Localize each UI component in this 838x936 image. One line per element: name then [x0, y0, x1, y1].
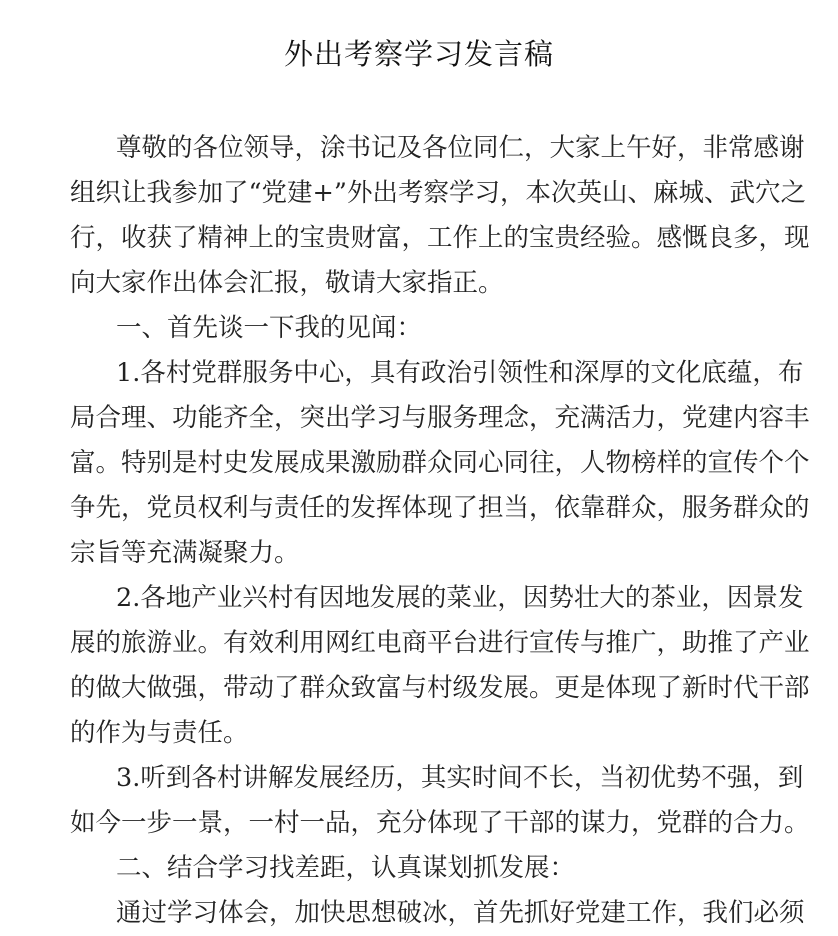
document-body — [70, 126, 810, 936]
text-line: 争先，党员权利与责任的发挥体现了担当，依靠群众，服务群众的 — [70, 493, 810, 523]
document-title: 外出考察学习发言稿 — [283, 37, 554, 71]
text-line: 展的旅游业。有效利用网红电商平台进行宣传与推广，助推了产业 — [70, 628, 810, 658]
text-line: 富。特别是村史发展成果激励群众同心同往，人物榜样的宣传个个 — [70, 448, 810, 478]
section-heading: 二、结合学习找差距，认真谋划抓发展： — [116, 853, 576, 883]
text-line: 宗旨等充满凝聚力。 — [70, 538, 300, 568]
text-line: 组织让我参加了“党建+”外出考察学习，本次英山、麻城、武穴之 — [70, 178, 806, 208]
text-line: 1.各村党群服务中心，具有政治引领性和深厚的文化底蕴，布 — [116, 358, 804, 388]
text-line: 通过学习体会，加快思想破冰，首先抓好党建工作，我们必须 — [116, 898, 805, 928]
text-line: 行，收获了精神上的宝贵财富，工作上的宝贵经验。感慨良多，现 — [70, 223, 810, 253]
text-line: 向大家作出体会汇报，敬请大家指正。 — [70, 268, 504, 298]
section-heading: 一、首先谈一下我的见闻： — [116, 313, 423, 343]
text-line: 如今一步一景，一村一品，充分体现了干部的谋力，党群的合力。 — [70, 808, 810, 838]
text-line: 尊敬的各位领导，涂书记及各位同仁，大家上午好，非常感谢 — [116, 133, 805, 163]
text-line: 局合理、功能齐全，突出学习与服务理念，充满活力，党建内容丰 — [70, 403, 810, 433]
text-line: 3.听到各村讲解发展经历，其实时间不长，当初优势不强，到 — [116, 763, 804, 793]
text-line: 2.各地产业兴村有因地发展的菜业，因势壮大的茶业，因景发 — [116, 583, 804, 613]
text-line: 的作为与责任。 — [70, 718, 249, 748]
text-line: 的做大做强，带动了群众致富与村级发展。更是体现了新时代干部 — [70, 673, 810, 703]
